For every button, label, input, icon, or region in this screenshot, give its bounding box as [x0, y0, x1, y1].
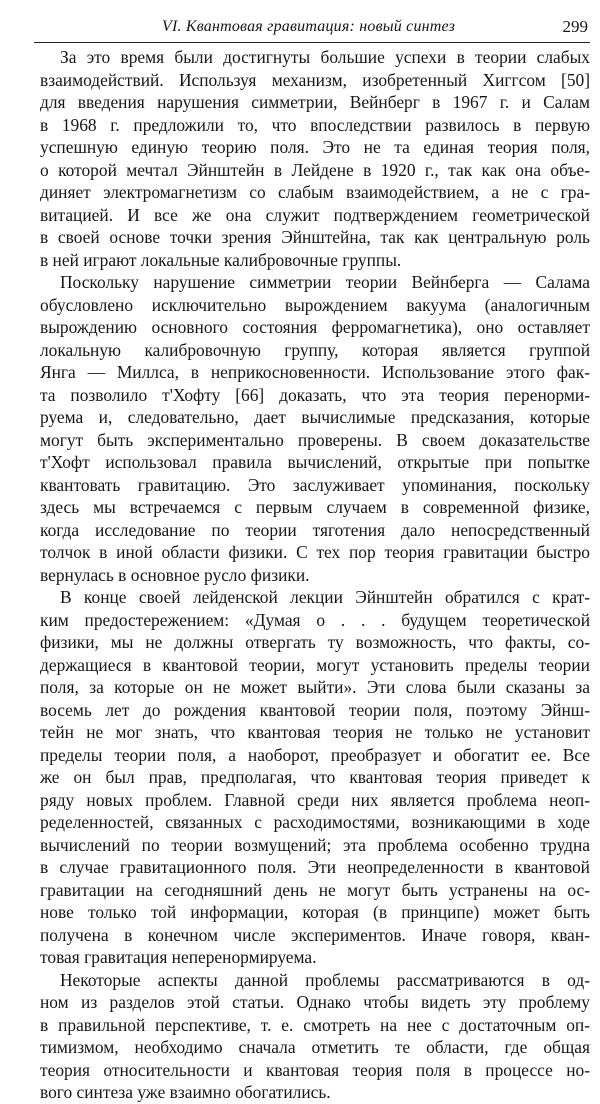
- text-line: вого синтеза уже взаимно обогатились.: [40, 1082, 331, 1102]
- text-line: вычислений по теории возмущений; эта проблема особенно трудна: [40, 834, 590, 855]
- text-line: пределы теории поля, а наоборот, преобразует и обогатит ее. Все: [40, 744, 590, 765]
- text-line: В конце своей лейденской лекции Эйнштейн обратился с крат-: [60, 587, 590, 607]
- text-line: ределенностей, связанных с расходимостями, возникающими в ходе: [40, 812, 590, 832]
- text-line: когда исследование по теории тяготения дало непосредственный: [40, 519, 590, 540]
- text-line: т'Хофт использовал правила вычислений, открытые при попытке: [40, 452, 590, 472]
- text-line: руема и, следовательно, дает вычислимые предсказания, которые: [40, 407, 590, 427]
- text-line: для введения нарушения симметрии, Вейнберг в 1967 г. и Салам: [40, 92, 590, 112]
- text-line: вырождению основного состояния ферромагнетика), оно оставляет: [40, 317, 590, 337]
- text-line: получена в конечном числе экспериментов. Иначе говоря, кван-: [40, 924, 590, 945]
- text-line: ном из разделов этой статьи. Однако чтобы видеть эту проблему: [40, 992, 590, 1012]
- text-line: диняет электромагнетизм со слабым взаимодействием, а не с гра-: [40, 182, 590, 202]
- text-line: обусловлено исключительно вырождением вакуума (аналогичным: [40, 294, 590, 315]
- text-line: квантовать гравитацию. Это заслуживает упоминания, поскольку: [40, 474, 590, 495]
- text-line: ряду новых проблем. Главной среди них является проблема неоп-: [40, 789, 590, 810]
- paragraph: [40, 586, 590, 969]
- text-line: могут быть экспериментально проверены. В своем доказательстве: [40, 429, 590, 450]
- text-line: в правильной перспективе, т. е. смотреть на нее с достаточным оп-: [40, 1014, 590, 1035]
- text-line: ким предостережением: «Думая о . . . будущем теоретической: [40, 609, 590, 630]
- text-line: поля, за которые он не может выйти». Эти слова были сказаны за: [40, 677, 590, 697]
- text-line: та позволило т'Хофту [66] доказать, что эта теория перенорми-: [40, 384, 590, 405]
- text-line: толчок в иной области физики. С тех пор теория гравитации быстро: [40, 542, 590, 562]
- text-line: Поскольку нарушение симметрии теории Вейнберга — Салама: [60, 272, 590, 292]
- text-line: в своей основе точки зрения Эйнштейна, так как центральную роль: [40, 227, 590, 247]
- text-line: здесь мы встречаемся с первым случаем в современной физике,: [40, 497, 590, 517]
- text-line: нове только той информации, которая (в принципе) может быть: [40, 902, 590, 922]
- text-line: успешную единую теорию поля. Это не та единая теория поля,: [40, 137, 590, 157]
- text-line: тимизмом, необходимо сначала отметить те области, где общая: [40, 1037, 590, 1057]
- text-line: теория относительности и квантовая теория поля в процессе но-: [40, 1059, 590, 1080]
- text-line: же он был прав, предполагая, что квантовая теория приведет к: [40, 767, 590, 787]
- text-line: вернулась в основное русло физики.: [40, 564, 310, 585]
- text-line: в случае гравитационного поля. Эти неопределенности в квантовой: [40, 857, 590, 877]
- paragraph: [40, 46, 590, 271]
- running-header: [34, 16, 590, 43]
- text-line: держащиеся в квантовой теории, могут установить пределы теории: [40, 654, 590, 675]
- text-line: Янга — Миллса, в неприкосновенности. Использование этого фак-: [40, 362, 590, 382]
- running-title: VI. Квантовая гравитация: новый синтез: [162, 18, 456, 35]
- text-line: гравитации на сегодняшний день не могут быть устранены на ос-: [40, 879, 590, 900]
- text-line: товая гравитация неперенормируема.: [40, 947, 317, 967]
- text-line: тейн не мог знать, что квантовая теория не только не установит: [40, 722, 590, 742]
- text-line: За это время были достигнуты большие успехи в теории слабых: [60, 47, 590, 67]
- text-line: в 1968 г. предложили то, что впоследствии развилось в первую: [40, 114, 590, 135]
- paragraph: [40, 271, 590, 586]
- text-line: в ней играют локальные калибровочные группы.: [40, 249, 402, 270]
- text-line: Некоторые аспекты данной проблемы рассматриваются в од-: [60, 969, 590, 990]
- page-number: 299: [562, 17, 588, 36]
- text-line: физики, мы не должны отвергать ту возможность, что факты, со-: [40, 632, 590, 652]
- text-line: витацией. И все же она служит подтверждением геометрической: [40, 204, 590, 225]
- text-line: восемь лет до рождения квантовой теории поля, поэтому Эйнш-: [40, 699, 590, 720]
- text-line: о которой мечтал Эйнштейн в Лейдене в 1920 г., так как она объе-: [40, 159, 590, 180]
- text-line: локальную калибровочную группу, которая является группой: [40, 339, 590, 360]
- text-line: взаимодействий. Используя механизм, изобретенный Хиггсом [50]: [40, 69, 590, 90]
- body-text: [40, 46, 590, 1104]
- paragraph: [40, 969, 590, 1104]
